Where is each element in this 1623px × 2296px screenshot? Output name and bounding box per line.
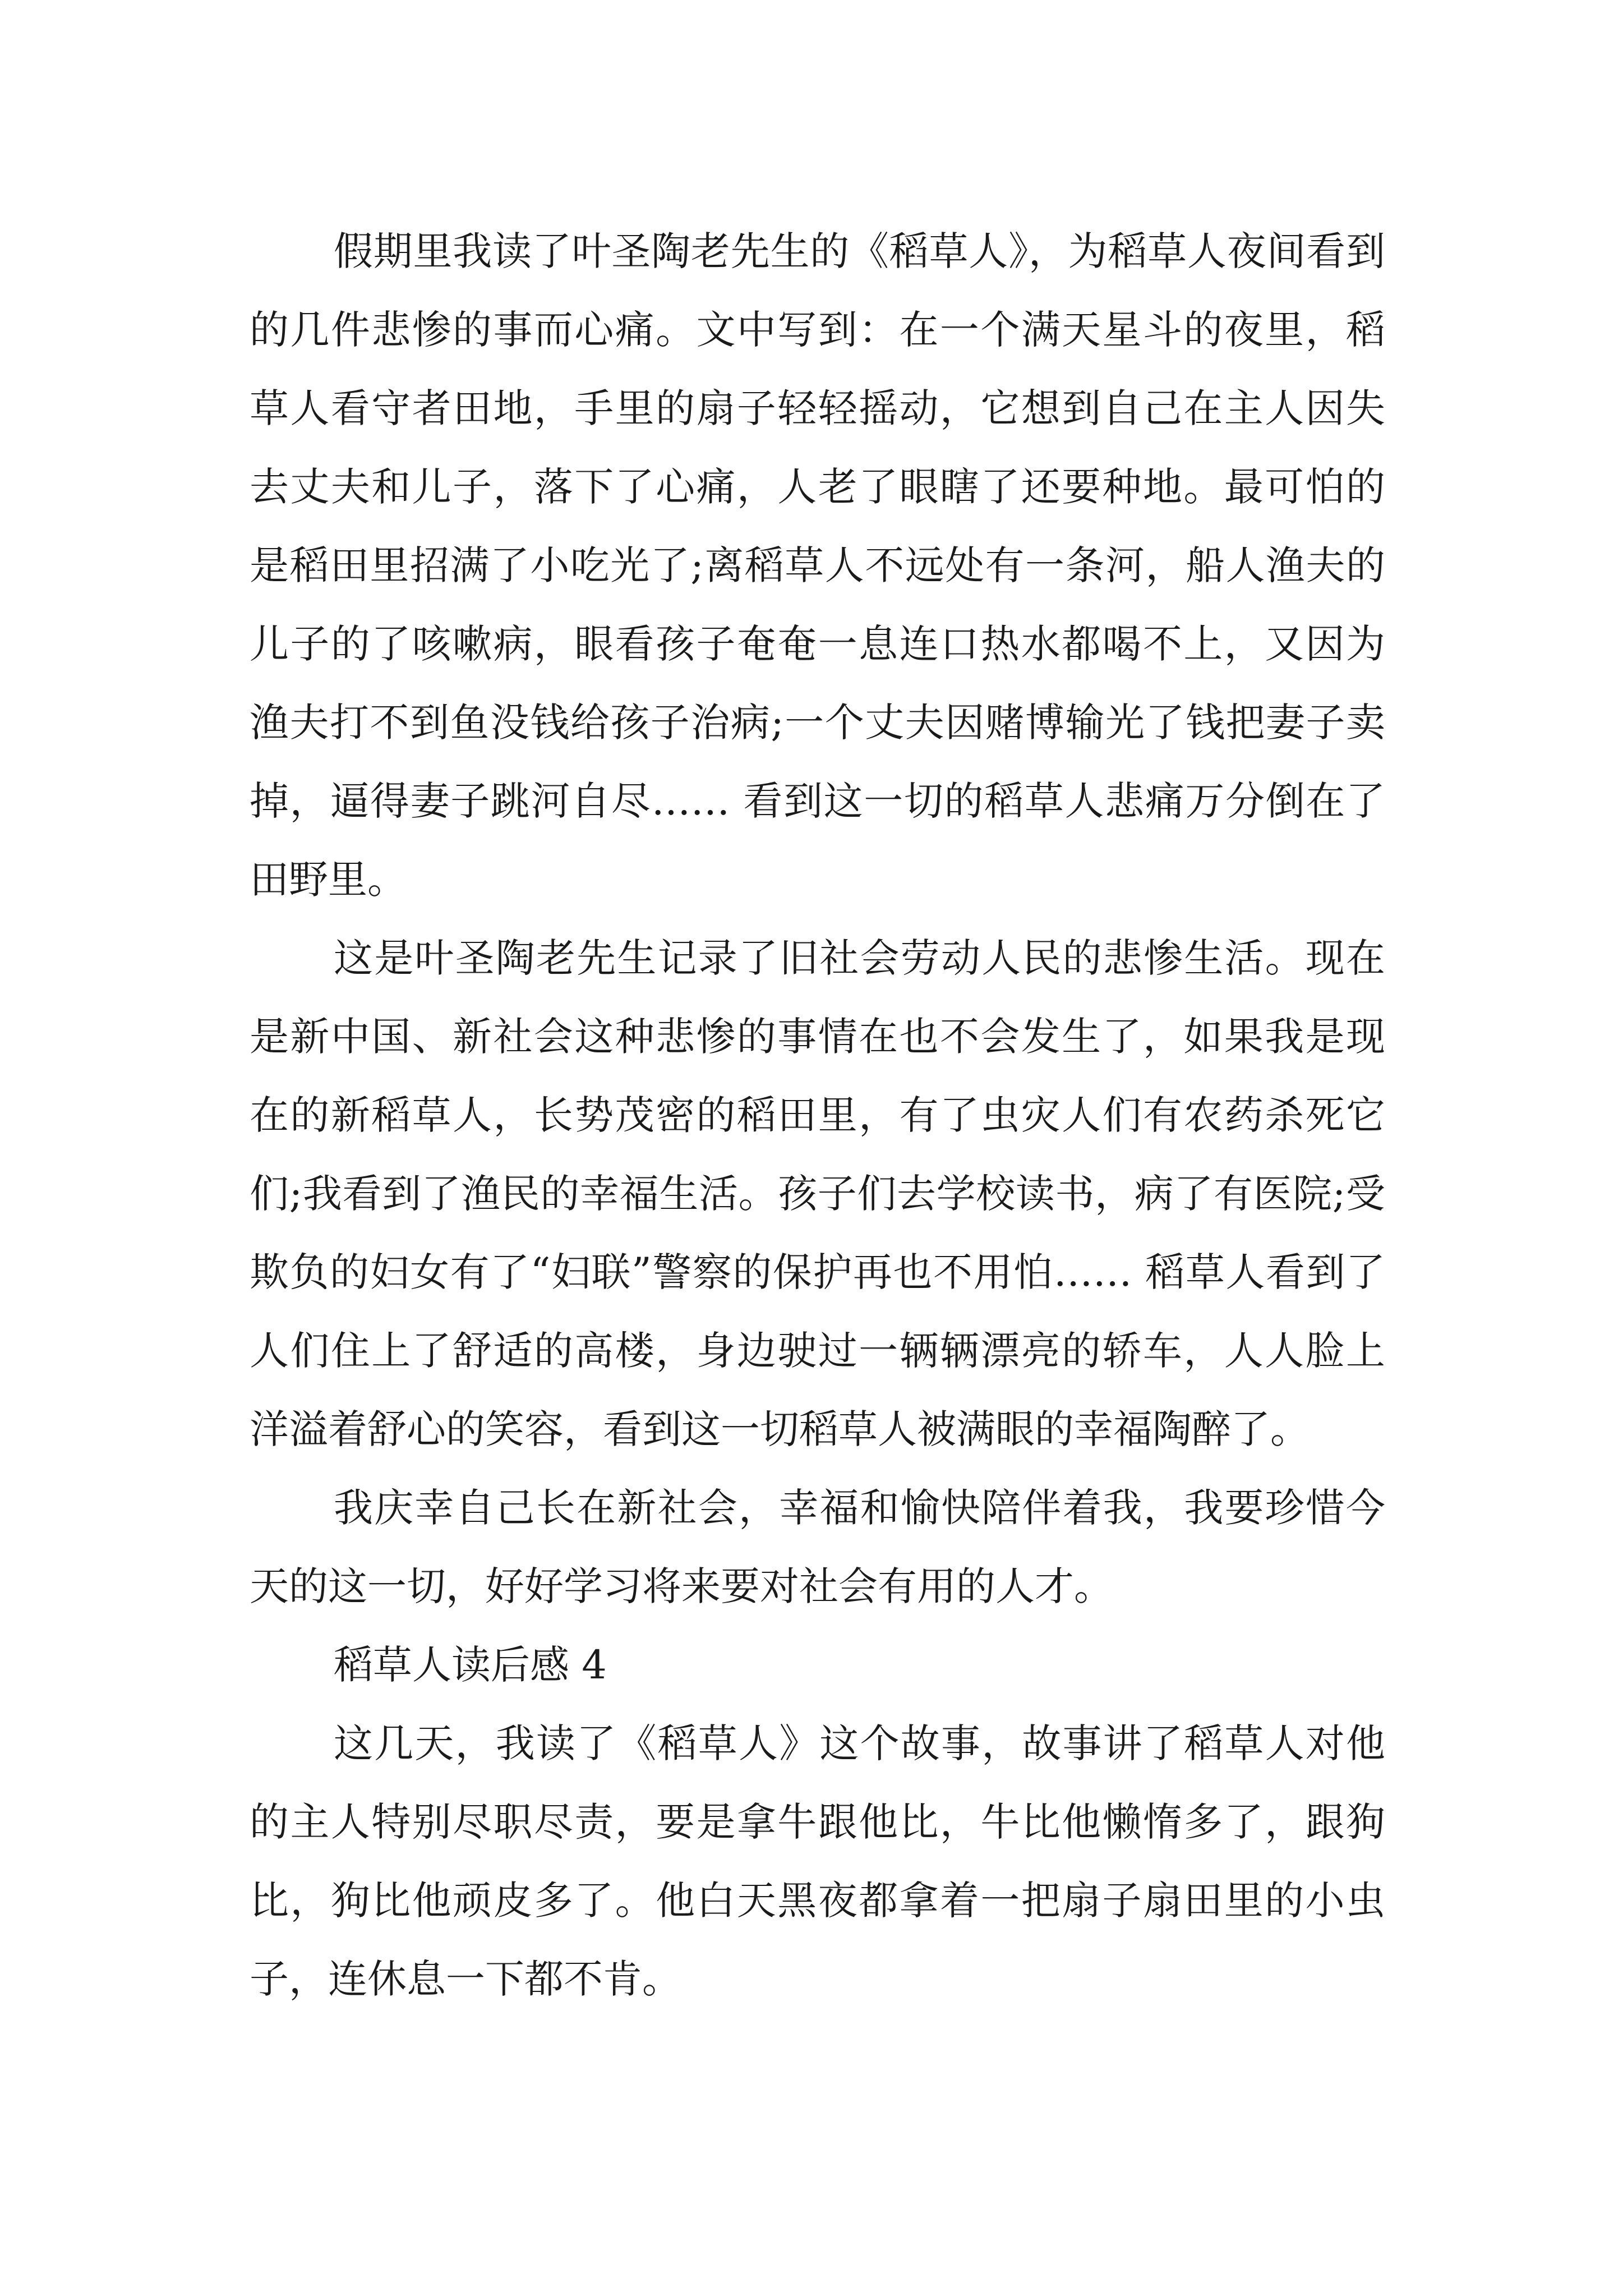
paragraph-1: 假期里我读了叶圣陶老先生的《稻草人》，为稻草人夜间看到的几件悲惨的事而心痛。文中写到：在一个满天星斗的夜里，稻草人看守者田地，手里的扇子轻轻摇动，它想到自己在主人因失去丈夫和儿子，落下了心痛，人老了眼瞎了还要种地。最可怕的是稻田里招满了小吃光了;离稻草人不远处有一条河，船人渔夫的儿子的了咳嗽病，眼看孩子奄奄一息连口热水都喝不上，又因为渔夫打不到鱼没钱给孩子治病;一个丈夫因赌博输光了钱把妻子卖掉，逼得妻子跳河自尽…… 看到这一切的稻草人悲痛万分倒在了田野里。 bbox=[250, 228, 1385, 903]
section-heading: 稻草人读后感 4 bbox=[334, 1642, 607, 1688]
paragraph-4: 这几天，我读了《稻草人》这个故事，故事讲了稻草人对他的主人特别尽职尽责，要是拿牛跟他比，牛比他懒惰多了，跟狗比，狗比他顽皮多了。他白天黑夜都拿着一把扇子扇田里的小虫子，连休息一下都不肯。 bbox=[250, 1720, 1385, 2002]
article-body bbox=[250, 212, 1385, 2018]
paragraph-3: 我庆幸自己长在新社会，幸福和愉快陪伴着我，我要珍惜今天的这一切，好好学习将来要对社会有用的人才。 bbox=[250, 1485, 1385, 1609]
paragraph-2: 这是叶圣陶老先生记录了旧社会劳动人民的悲惨生活。现在是新中国、新社会这种悲惨的事情在也不会发生了，如果我是现在的新稻草人，长势茂密的稻田里，有了虫灾人们有农药杀死它们;我看到了渔民的幸福生活。孩子们去学校读书，病了有医院;受欺负的妇女有了“妇联”警察的保护再也不用怕…… 稻草人看到了人们住上了舒适的高楼，身边驶过一辆辆漂亮的轿车，人人脸上洋溢着舒心的笑容，看到这一切稻草人被满眼的幸福陶醉了。 bbox=[250, 935, 1385, 1452]
